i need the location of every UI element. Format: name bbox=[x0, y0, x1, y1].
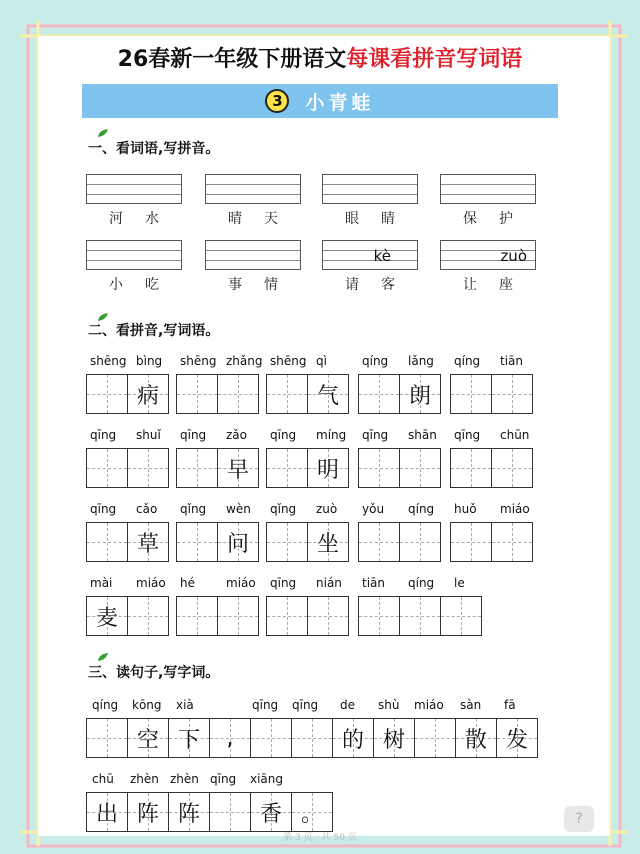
cell-char: 早 bbox=[226, 457, 249, 483]
tianzige-cell[interactable] bbox=[217, 522, 259, 562]
pinyin-label: qīng bbox=[270, 428, 297, 442]
pinyin-label: qīng bbox=[180, 428, 207, 442]
tianzige-cell[interactable] bbox=[86, 522, 128, 562]
pinyin-box[interactable]: kè bbox=[322, 240, 418, 270]
tianzige-cell[interactable] bbox=[358, 596, 400, 636]
pinyin-box[interactable] bbox=[205, 240, 301, 270]
pinyin-label: qíng bbox=[408, 576, 435, 590]
word-label: 晴天 bbox=[228, 211, 300, 227]
word-grid-group bbox=[86, 374, 168, 414]
pinyin-label: shuǐ bbox=[136, 428, 161, 442]
section-1-title: 一、看词语,写拼音。 bbox=[88, 141, 220, 157]
word-label: 小吃 bbox=[109, 277, 181, 293]
tianzige-cell[interactable] bbox=[358, 522, 400, 562]
pinyin-label: wèn bbox=[226, 502, 251, 516]
pinyin-label: qíng bbox=[454, 354, 481, 368]
sentence-grid bbox=[86, 718, 537, 758]
lesson-number-badge: 3 bbox=[265, 89, 289, 113]
word-grid-group bbox=[358, 374, 440, 414]
pinyin-label: bìng bbox=[136, 354, 163, 368]
word-label: 事情 bbox=[228, 277, 300, 293]
word-label: 河水 bbox=[109, 211, 181, 227]
cell-char: 出 bbox=[95, 801, 118, 827]
tianzige-cell[interactable] bbox=[496, 718, 538, 758]
pinyin-box[interactable]: zuò bbox=[440, 240, 536, 270]
pinyin-label: shēng bbox=[180, 354, 217, 368]
page-title bbox=[0, 42, 640, 73]
tianzige-cell[interactable] bbox=[414, 718, 456, 758]
word-grid-group bbox=[358, 448, 440, 488]
pinyin-label: qì bbox=[316, 354, 327, 368]
tianzige-cell[interactable] bbox=[176, 522, 218, 562]
pinyin-label: kōng bbox=[132, 698, 162, 712]
pinyin-label: miáo bbox=[500, 502, 530, 516]
title-main: 26春新一年级下册语文 bbox=[117, 47, 347, 72]
tianzige-cell[interactable] bbox=[86, 718, 128, 758]
pinyin-label: sàn bbox=[460, 698, 482, 712]
leaf-icon bbox=[96, 128, 110, 138]
tianzige-cell[interactable] bbox=[307, 522, 349, 562]
tianzige-cell[interactable] bbox=[455, 718, 497, 758]
word-grid-group bbox=[358, 522, 440, 562]
cell-char: 阵 bbox=[136, 801, 159, 827]
pinyin-box[interactable] bbox=[205, 174, 301, 204]
cell-char: , bbox=[226, 725, 234, 751]
pinyin-label: qīng bbox=[270, 576, 297, 590]
tianzige-cell[interactable] bbox=[399, 522, 441, 562]
section-3-title: 三、读句子,写字词。 bbox=[88, 665, 220, 681]
tianzige-cell[interactable] bbox=[307, 596, 349, 636]
cell-char: 阵 bbox=[177, 801, 200, 827]
pinyin-label: xià bbox=[176, 698, 194, 712]
pinyin-label: qīng bbox=[292, 698, 319, 712]
pinyin-label: míng bbox=[316, 428, 347, 442]
word-grid-group bbox=[86, 596, 168, 636]
pinyin-label: miáo bbox=[414, 698, 444, 712]
pinyin-label: de bbox=[340, 698, 355, 712]
tianzige-cell[interactable] bbox=[217, 374, 259, 414]
tianzige-cell[interactable] bbox=[217, 596, 259, 636]
pinyin-label: zuò bbox=[316, 502, 338, 516]
cell-char: 树 bbox=[382, 727, 405, 753]
tianzige-cell[interactable] bbox=[399, 596, 441, 636]
page-counter: 第 3 页，共 50 页 bbox=[283, 833, 357, 843]
pinyin-label: tiān bbox=[500, 354, 523, 368]
tianzige-cell[interactable] bbox=[176, 448, 218, 488]
pinyin-label: zǎo bbox=[226, 428, 247, 442]
pinyin-label: xiāng bbox=[250, 772, 284, 786]
pinyin-label: fā bbox=[504, 698, 516, 712]
cell-char: 问 bbox=[226, 531, 249, 557]
tianzige-cell[interactable] bbox=[250, 792, 292, 832]
tianzige-cell[interactable] bbox=[266, 448, 308, 488]
pinyin-label: zhèn bbox=[170, 772, 199, 786]
pinyin-label: qīng bbox=[90, 502, 117, 516]
tianzige-cell[interactable] bbox=[291, 792, 333, 832]
pinyin-label: mài bbox=[90, 576, 113, 590]
word-label: 让座 bbox=[463, 277, 535, 293]
cell-char: 草 bbox=[136, 531, 159, 557]
question-icon[interactable]: ? bbox=[564, 806, 594, 832]
pinyin-label: qǐng bbox=[180, 502, 207, 516]
tianzige-cell[interactable] bbox=[176, 596, 218, 636]
cell-char: 下 bbox=[177, 727, 200, 753]
pinyin-box[interactable] bbox=[86, 174, 182, 204]
cell-char: 香 bbox=[259, 801, 282, 827]
word-label: 眼睛 bbox=[345, 211, 417, 227]
word-grid-group bbox=[266, 374, 348, 414]
word-grid-group bbox=[450, 448, 532, 488]
tianzige-cell[interactable] bbox=[332, 718, 374, 758]
cell-char: 的 bbox=[341, 727, 364, 753]
tianzige-cell[interactable] bbox=[307, 374, 349, 414]
tianzige-cell[interactable] bbox=[307, 448, 349, 488]
tianzige-cell[interactable] bbox=[217, 448, 259, 488]
cell-char: 明 bbox=[316, 457, 339, 483]
tianzige-cell[interactable] bbox=[168, 792, 210, 832]
pinyin-box[interactable] bbox=[322, 174, 418, 204]
word-label: 请客 bbox=[345, 277, 417, 293]
pinyin-label: qíng bbox=[362, 354, 389, 368]
pinyin-label: qíng bbox=[92, 698, 119, 712]
tianzige-cell[interactable] bbox=[209, 792, 251, 832]
tianzige-cell[interactable] bbox=[209, 718, 251, 758]
cell-char: 发 bbox=[505, 727, 528, 753]
tianzige-cell[interactable] bbox=[86, 792, 128, 832]
pinyin-label: chū bbox=[92, 772, 114, 786]
tianzige-cell[interactable] bbox=[266, 374, 308, 414]
tianzige-cell[interactable] bbox=[168, 718, 210, 758]
pinyin-label: huǒ bbox=[454, 502, 477, 516]
word-grid-group bbox=[266, 448, 348, 488]
pinyin-label: zhèn bbox=[130, 772, 159, 786]
tianzige-cell[interactable] bbox=[358, 374, 400, 414]
tianzige-cell[interactable] bbox=[127, 718, 169, 758]
section-2-title: 二、看拼音,写词语。 bbox=[88, 323, 220, 339]
pinyin-label: qíng bbox=[408, 502, 435, 516]
pinyin-label: qǐng bbox=[270, 502, 297, 516]
tianzige-cell[interactable] bbox=[450, 374, 492, 414]
pinyin-label: miáo bbox=[136, 576, 166, 590]
word-grid-group bbox=[176, 448, 258, 488]
word-grid-group bbox=[358, 596, 481, 636]
tianzige-cell[interactable] bbox=[127, 522, 169, 562]
pinyin-label: lǎng bbox=[408, 354, 434, 368]
pinyin-label: hé bbox=[180, 576, 195, 590]
tianzige-cell[interactable] bbox=[250, 718, 292, 758]
word-grid-group bbox=[176, 374, 258, 414]
tianzige-cell[interactable] bbox=[86, 448, 128, 488]
pinyin-label: nián bbox=[316, 576, 342, 590]
tianzige-cell[interactable] bbox=[358, 448, 400, 488]
lesson-title: 小青蛙 bbox=[305, 91, 375, 114]
tianzige-cell[interactable] bbox=[450, 448, 492, 488]
tianzige-cell[interactable] bbox=[399, 374, 441, 414]
pinyin-label: qīng bbox=[454, 428, 481, 442]
sentence-grid bbox=[86, 792, 332, 832]
tianzige-cell[interactable] bbox=[86, 374, 128, 414]
word-grid-group bbox=[176, 522, 258, 562]
pinyin-label: shēng bbox=[90, 354, 127, 368]
pinyin-box[interactable] bbox=[86, 240, 182, 270]
tianzige-cell[interactable] bbox=[440, 596, 482, 636]
pinyin-label: qīng bbox=[252, 698, 279, 712]
word-grid-group bbox=[450, 374, 532, 414]
pinyin-box[interactable] bbox=[440, 174, 536, 204]
word-label: 保护 bbox=[463, 211, 535, 227]
tianzige-cell[interactable] bbox=[491, 448, 533, 488]
pinyin-label: chūn bbox=[500, 428, 530, 442]
title-highlight: 每课看拼音写词语 bbox=[346, 47, 523, 72]
pinyin-label: cǎo bbox=[136, 502, 158, 516]
tianzige-cell[interactable] bbox=[491, 374, 533, 414]
tianzige-cell[interactable] bbox=[127, 374, 169, 414]
tianzige-cell[interactable] bbox=[266, 596, 308, 636]
cell-char: 散 bbox=[464, 727, 487, 753]
pinyin-label: qīng bbox=[90, 428, 117, 442]
word-grid-group bbox=[86, 522, 168, 562]
cell-char: 空 bbox=[136, 727, 159, 753]
pinyin-label: le bbox=[454, 576, 465, 590]
pinyin-label: yǒu bbox=[362, 502, 385, 516]
pinyin-label: miáo bbox=[226, 576, 256, 590]
word-grid-group bbox=[86, 448, 168, 488]
pinyin-label: zhǎng bbox=[226, 354, 263, 368]
pinyin-label: tiān bbox=[362, 576, 385, 590]
tianzige-cell[interactable] bbox=[450, 522, 492, 562]
cell-char: 朗 bbox=[408, 383, 431, 409]
pinyin-label: shān bbox=[408, 428, 437, 442]
tianzige-cell[interactable] bbox=[127, 792, 169, 832]
cell-char: 麦 bbox=[95, 605, 118, 631]
tianzige-cell[interactable] bbox=[127, 448, 169, 488]
tianzige-cell[interactable] bbox=[127, 596, 169, 636]
word-grid-group bbox=[450, 522, 532, 562]
cell-char: 。 bbox=[300, 801, 323, 827]
tianzige-cell[interactable] bbox=[291, 718, 333, 758]
tianzige-cell[interactable] bbox=[86, 596, 128, 636]
tianzige-cell[interactable] bbox=[399, 448, 441, 488]
tianzige-cell[interactable] bbox=[491, 522, 533, 562]
pinyin-label: qīng bbox=[210, 772, 237, 786]
word-grid-group bbox=[176, 596, 258, 636]
cell-char: 坐 bbox=[316, 531, 339, 557]
word-grid-group bbox=[266, 522, 348, 562]
pinyin-label: shēng bbox=[270, 354, 307, 368]
tianzige-cell[interactable] bbox=[176, 374, 218, 414]
lesson-banner bbox=[82, 84, 558, 118]
tianzige-cell[interactable] bbox=[266, 522, 308, 562]
pinyin-label: qīng bbox=[362, 428, 389, 442]
word-grid-group bbox=[266, 596, 348, 636]
pinyin-label: shù bbox=[378, 698, 400, 712]
cell-char: 病 bbox=[136, 383, 159, 409]
cell-char: 气 bbox=[316, 383, 339, 409]
tianzige-cell[interactable] bbox=[373, 718, 415, 758]
leaf-icon bbox=[96, 652, 110, 662]
